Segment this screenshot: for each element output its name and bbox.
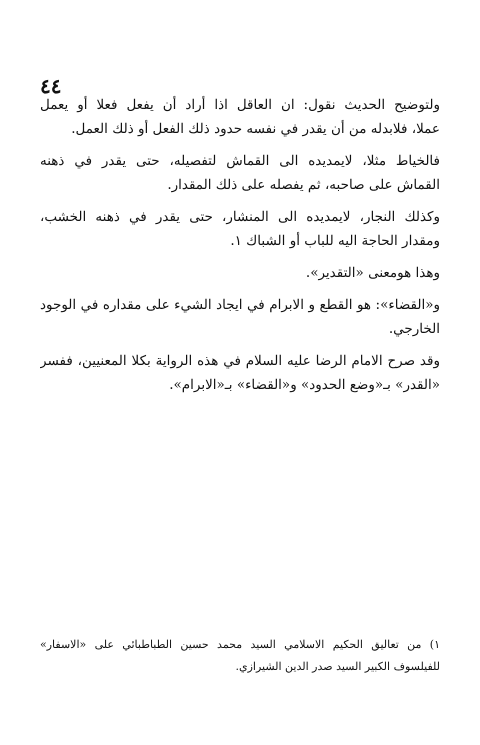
text-line: القماش على صاحبه، ثم يفصله على ذلك المقدار. bbox=[167, 177, 440, 193]
text-line: «القدر» بـ«وضع الحدود» و«القضاء» بـ«الابرام». bbox=[169, 377, 440, 393]
footnote-line: ١) من تعاليق الحكيم الاسلامي السيد محمد حسين الطباطبائي على «الاسفار» bbox=[40, 638, 440, 651]
page-number: ٤٤ bbox=[40, 74, 62, 98]
text-line: وكذلك النجار، لايمديده الى المنشار، حتى يقدر في ذهنه الخشب، bbox=[40, 209, 440, 225]
footnote bbox=[40, 634, 440, 678]
text-line: عملا، فلابدله من أن يقدر في نفسه حدود ذلك الفعل أو ذلك العمل. bbox=[71, 121, 440, 137]
footnote-line: للفيلسوف الكبير السيد صدر الدين الشيرازي. bbox=[235, 660, 440, 673]
text-line: ولتوضيح الحديث نقول: ان العاقل اذا أراد أن يفعل فعلا أو يعمل bbox=[40, 97, 440, 113]
text-line: فالخياط مثلا، لايمديده الى القماش لتفصيله، حتى يقدر في ذهنه bbox=[40, 153, 440, 169]
paragraph bbox=[40, 149, 440, 197]
text-line: وهذا هومعنى «التقدير». bbox=[305, 265, 440, 281]
text-line: ومقدار الحاجة اليه للباب أو الشباك ١. bbox=[230, 233, 440, 249]
paragraph bbox=[40, 205, 440, 253]
text-line: الخارجي. bbox=[388, 321, 440, 337]
text-line: وقد صرح الامام الرضا عليه السلام في هذه الرواية بكلا المعنيين، ففسر bbox=[40, 353, 440, 369]
paragraph bbox=[40, 293, 440, 341]
text-line: و«القضاء»: هو القطع و الابرام في ايجاد الشيء على مقداره في الوجود bbox=[40, 297, 440, 313]
paragraph bbox=[40, 93, 440, 141]
paragraph bbox=[40, 261, 440, 285]
body-text bbox=[40, 93, 440, 397]
paragraph bbox=[40, 349, 440, 397]
